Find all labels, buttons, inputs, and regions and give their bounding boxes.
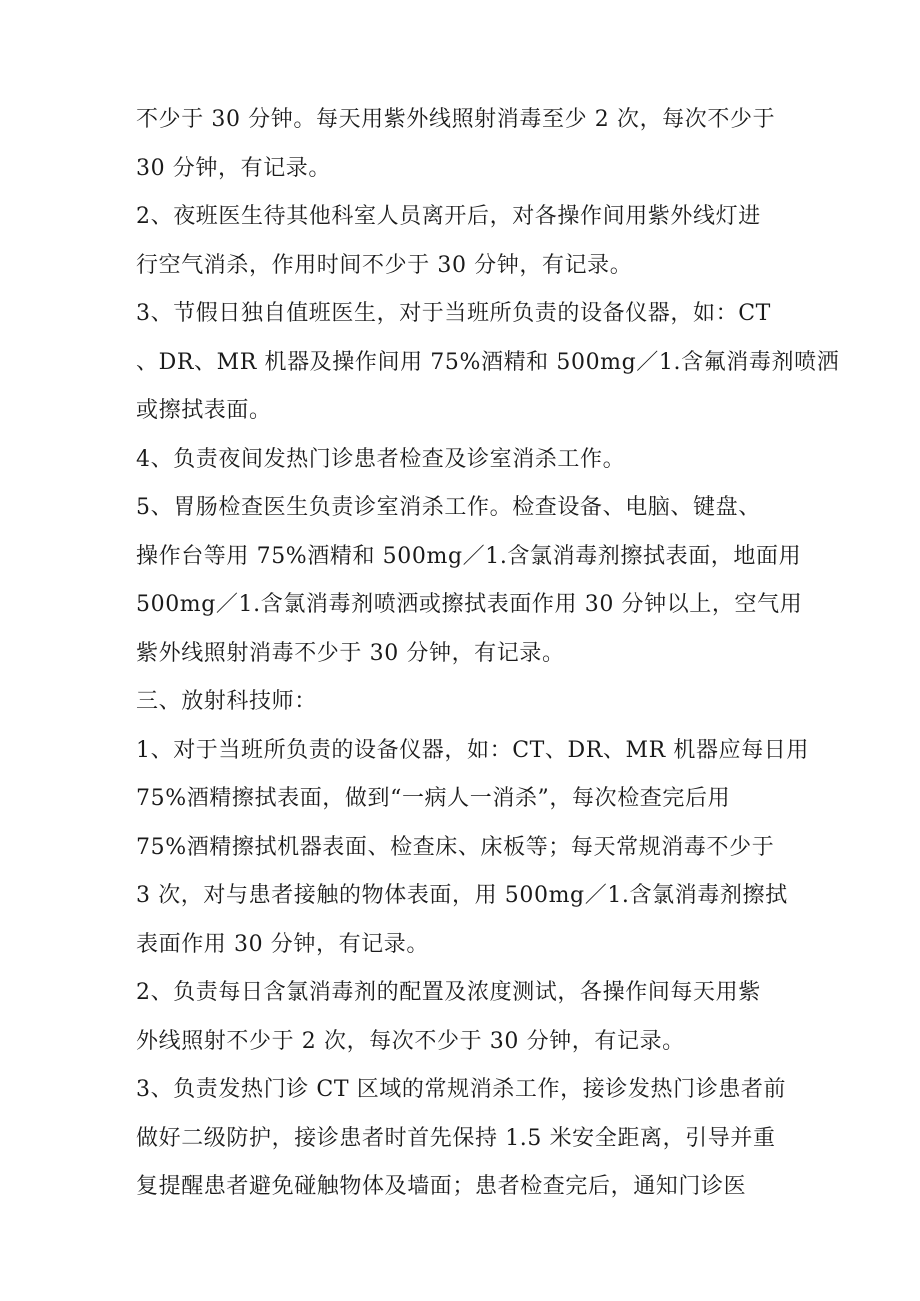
text-line: 操作台等用 75%酒精和 500mg／1.含氯消毒剂擦拭表面，地面用 bbox=[136, 543, 802, 569]
text-line: 3、负责发热门诊 CT 区域的常规消杀工作，接诊发热门诊患者前 bbox=[136, 1077, 787, 1102]
text-line: 复提醒患者避免碰触物体及墙面；患者检查完后，通知门诊医 bbox=[136, 1174, 747, 1199]
text-line: 30 分钟，有记录。 bbox=[136, 155, 331, 181]
text-line: 、DR、MR 机器及操作间用 75%酒精和 500mg／1.含氟消毒剂喷洒 bbox=[136, 349, 840, 375]
text-line: 500mg／1.含氯消毒剂喷洒或擦拭表面作用 30 分钟以上，空气用 bbox=[136, 592, 803, 617]
text-line: 2、夜班医生待其他科室人员离开后，对各操作间用紫外线灯进 bbox=[136, 204, 761, 229]
text-line: 外线照射不少于 2 次，每次不少于 30 分钟，有记录。 bbox=[136, 1028, 685, 1054]
text-line: 不少于 30 分钟。每天用紫外线照射消毒至少 2 次，每次不少于 bbox=[136, 107, 776, 132]
text-line: 做好二级防护，接诊患者时首先保持 1.5 米安全距离，引导并重 bbox=[136, 1125, 776, 1151]
text-line: 3 次，对与患者接触的物体表面，用 500mg／1.含氯消毒剂擦拭 bbox=[136, 883, 788, 908]
text-line: 75%酒精擦拭表面，做到“一病人一消杀”，每次检查完后用 bbox=[136, 786, 731, 811]
document-body bbox=[136, 96, 840, 1212]
section-heading: 三、放射科技师： bbox=[136, 689, 317, 714]
text-line: 紫外线照射消毒不少于 30 分钟，有记录。 bbox=[136, 640, 565, 666]
text-line: 行空气消杀，作用时间不少于 30 分钟，有记录。 bbox=[136, 252, 633, 278]
text-line: 1、对于当班所负责的设备仪器，如：CT、DR、MR 机器应每日用 bbox=[136, 737, 809, 763]
text-line: 5、胃肠检查医生负责诊室消杀工作。检查设备、电脑、键盘、 bbox=[136, 495, 761, 520]
text-line: 表面作用 30 分钟，有记录。 bbox=[136, 931, 429, 957]
text-line: 或擦拭表面。 bbox=[136, 398, 272, 423]
text-line: 3、节假日独自值班医生，对于当班所负责的设备仪器，如：CT bbox=[136, 301, 771, 326]
text-line: 2、负责每日含氯消毒剂的配置及浓度测试，各操作间每天用紫 bbox=[136, 980, 761, 1005]
text-line: 75%酒精擦拭机器表面、检查床、床板等；每天常规消毒不少于 bbox=[136, 834, 775, 860]
text-line: 4、负责夜间发热门诊患者检查及诊室消杀工作。 bbox=[136, 446, 626, 472]
